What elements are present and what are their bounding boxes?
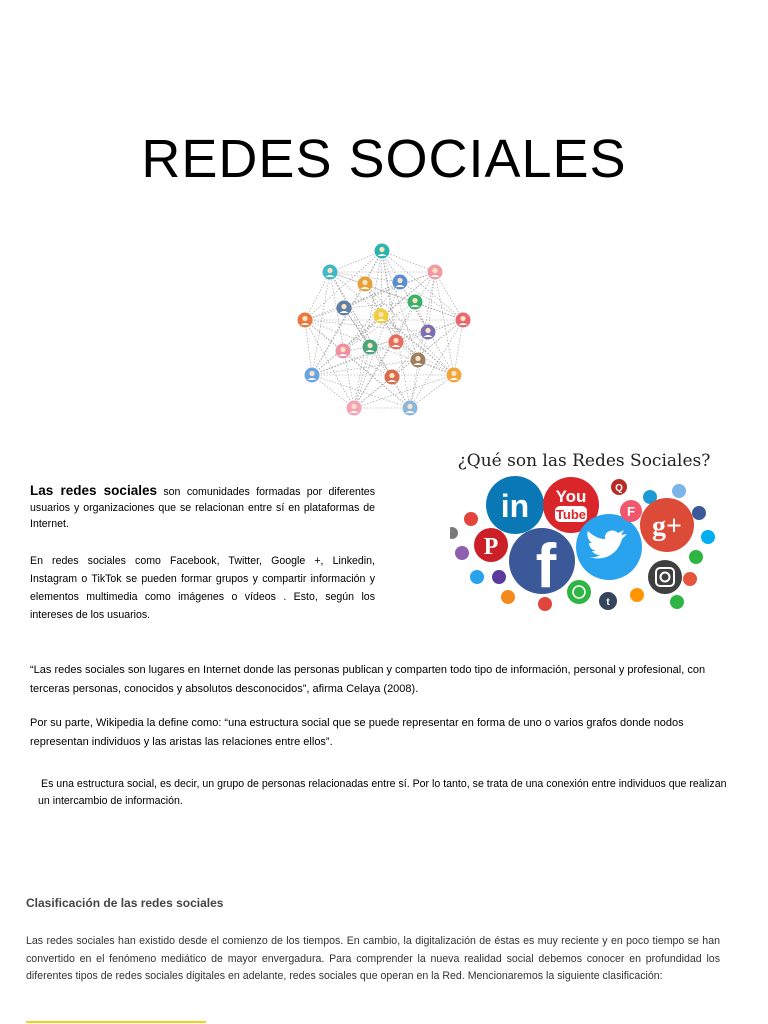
person-node-icon — [421, 325, 436, 340]
svg-text:Q: Q — [615, 483, 623, 494]
person-node-icon — [323, 265, 338, 280]
googleplus-icon — [640, 498, 694, 552]
social-bubble-icon — [670, 595, 684, 609]
svg-text:t: t — [606, 597, 610, 608]
person-node-icon — [428, 265, 443, 280]
social-bubble-icon — [692, 506, 706, 520]
svg-text:P: P — [483, 534, 499, 560]
wikipedia-definition: Por su parte, Wikipedia la define como: “una estructura social que se puede representar en forma de uno o varios grafos donde nodos representan individuos y las aristas las relaciones entre ellos”. — [30, 717, 684, 748]
person-node-icon — [403, 401, 418, 416]
pinterest-icon — [474, 528, 508, 562]
svg-text:F: F — [627, 504, 635, 519]
social-bubble-icon — [683, 572, 697, 586]
linkedin-icon — [486, 476, 544, 534]
social-bubble-icon — [689, 550, 703, 564]
person-node-icon — [374, 309, 389, 324]
person-node-icon — [305, 368, 320, 383]
person-node-icon — [363, 340, 378, 355]
person-node-icon — [358, 277, 373, 292]
person-node-icon — [385, 370, 400, 385]
person-node-icon — [408, 295, 423, 310]
social-network-illustration — [288, 238, 484, 422]
social-bubble-icon — [701, 530, 715, 544]
social-bubble-icon — [455, 546, 469, 560]
twitter-icon — [576, 514, 642, 580]
person-node-icon — [447, 368, 462, 383]
svg-text:Tube: Tube — [555, 507, 587, 522]
svg-text:You: You — [555, 487, 587, 506]
person-node-icon — [337, 301, 352, 316]
social-bubble-icon — [450, 527, 458, 539]
social-bubble-icon — [492, 570, 506, 584]
tumblr-icon — [599, 592, 617, 610]
celaya-quote: “Las redes sociales son lugares en Internet donde las personas publican y comparten todo tipo de información, personal y profesional, con terceras personas, conocidos y absolutos desconocidos”, afirma Celaya (2008). — [30, 664, 706, 695]
person-node-icon — [456, 313, 471, 328]
classification-paragraph: Las redes sociales han existido desde el comienzo de los tiempos. En cambio, la digitalización de éstas es muy reciente y en poco tiempo se han convertido en el fenómeno mediático de mayor envergadura. Para comprender la nueva realidad social debemos conocer en profundidad los diferentes tipos de redes sociales digitales en adelante, redes sociales que operan en la Red. Mencionaremos la siguiente clasificación: — [26, 935, 720, 982]
social-bubble-icon — [672, 484, 686, 498]
facebook-icon — [509, 528, 575, 601]
social-bubble-icon — [464, 512, 478, 526]
foursquare-icon — [620, 500, 642, 522]
intro-paragraph — [30, 483, 375, 532]
instagram-icon — [648, 560, 682, 594]
person-node-icon — [347, 401, 362, 416]
person-node-icon — [298, 313, 313, 328]
image-heading: ¿Qué son las Redes Sociales? — [457, 451, 711, 471]
classification-heading: Clasificación de las redes sociales — [26, 896, 224, 910]
person-node-icon — [375, 244, 390, 259]
highlight-underline — [26, 1021, 206, 1023]
person-node-icon — [389, 335, 404, 350]
page-title: REDES SOCIALES — [141, 129, 627, 189]
social-bubble-icon — [630, 588, 644, 602]
person-node-icon — [393, 275, 408, 290]
social-bubble-icon — [501, 590, 515, 604]
intro-text: son comunidades formadas por diferentes usuarios y organizaciones que se relacionan entre sí en plataformas de Internet. — [30, 486, 375, 530]
svg-text:g+: g+ — [652, 511, 682, 542]
whatsapp-icon — [567, 580, 591, 604]
person-node-icon — [336, 344, 351, 359]
person-node-icon — [411, 353, 426, 368]
social-media-logos-image — [450, 445, 718, 615]
svg-text:f: f — [535, 532, 557, 601]
svg-text:in: in — [500, 488, 530, 524]
examples-paragraph: En redes sociales como Facebook, Twitter, Google +, Linkedin, Instagram o TikTok se pueden formar grupos y compartir información y elementos multimedia como imágenes o vídeos . Esto, según los intereses de los usuarios. — [30, 555, 375, 621]
quora-icon — [611, 479, 627, 495]
social-bubble-icon — [470, 570, 484, 584]
intro-lead: Las redes sociales — [30, 483, 157, 498]
structure-paragraph: Es una estructura social, es decir, un grupo de personas relacionadas entre sí. Por lo tanto, se trata de una conexión entre individuos que realizan un intercambio de información. — [38, 778, 727, 807]
